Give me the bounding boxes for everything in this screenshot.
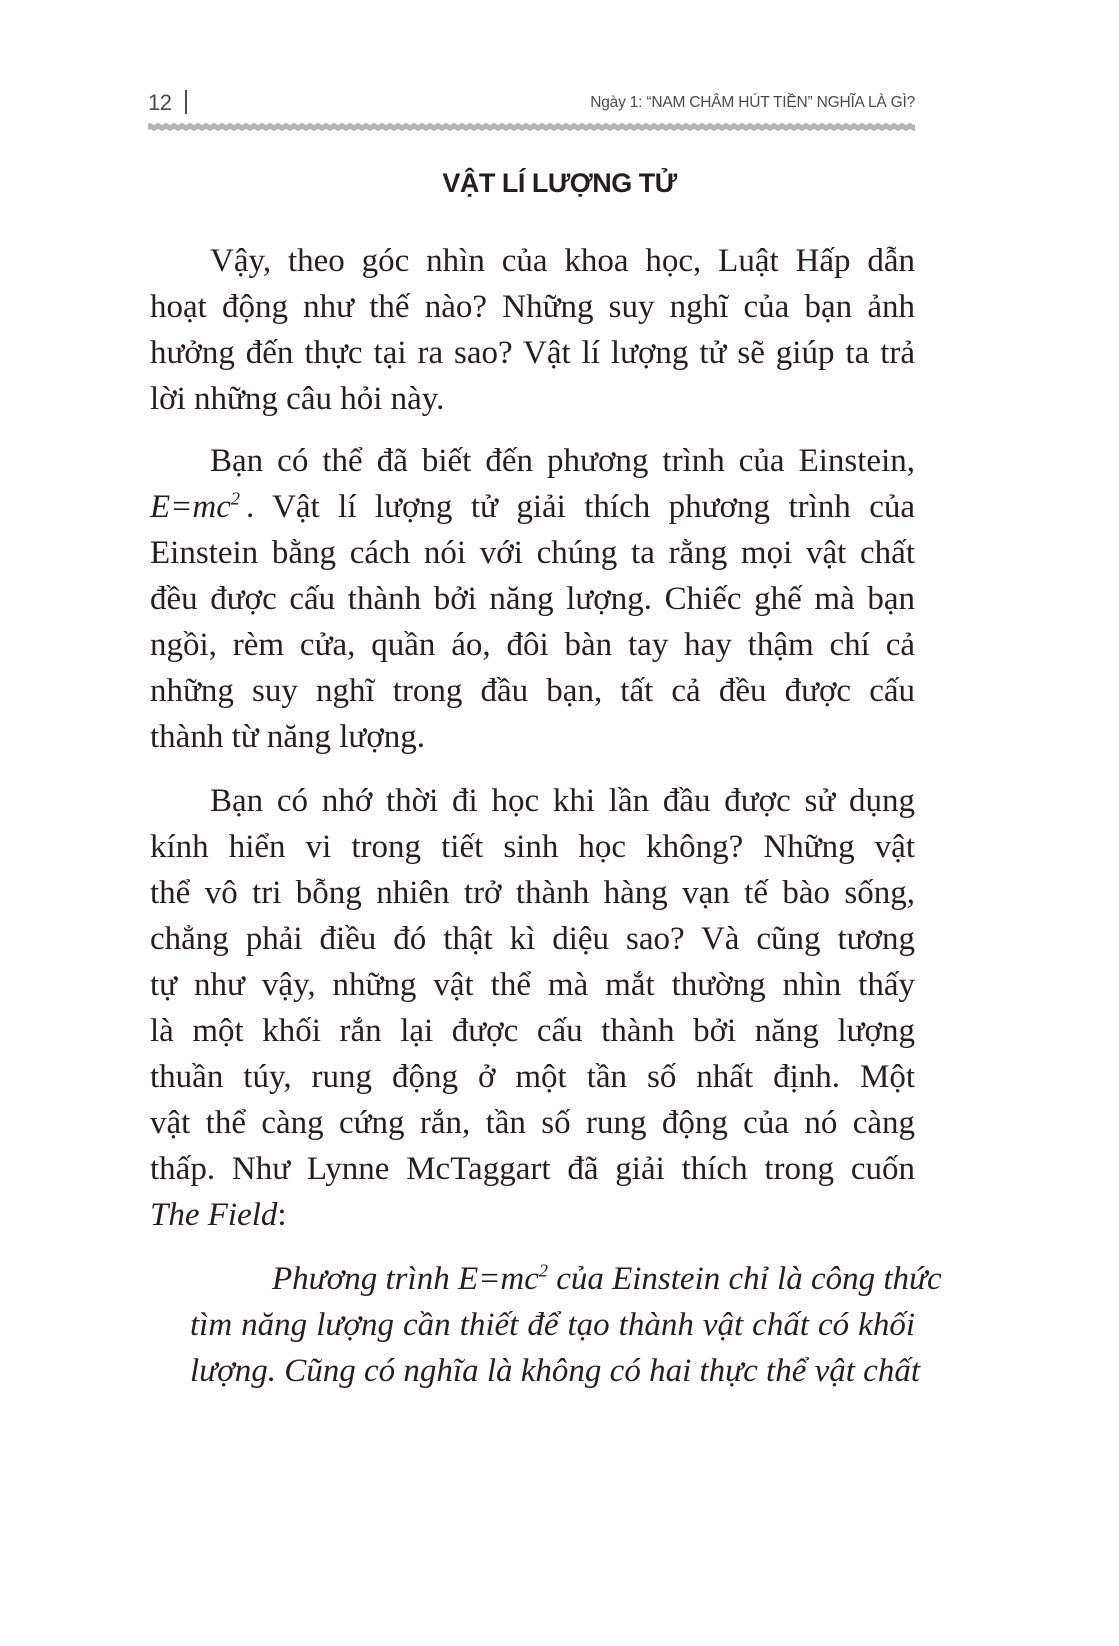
text-line: ngồi, rèm cửa, quần áo, đôi bàn tay hay thậm chí cả	[150, 627, 915, 663]
formula: $E=mc^2$	[150, 488, 240, 525]
text-line: Bạn có thể đã biết đến phương trình của Einstein,	[210, 443, 915, 479]
text-line: kính hiển vi trong tiết sinh học không? Những vật	[150, 829, 915, 865]
text-line: hoạt động như thế nào? Những suy nghĩ của bạn ảnh	[150, 289, 915, 325]
text-line: lời những câu hỏi này.	[150, 381, 445, 417]
text-line: là một khối rắn lại được cấu thành bởi năng lượng	[150, 1013, 915, 1049]
text-line: đều được cấu thành bởi năng lượng. Chiếc ghế mà bạn	[150, 581, 915, 617]
text-line: Einstein bằng cách nói với chúng ta rằng mọi vật chất	[150, 535, 915, 571]
text-line: những suy nghĩ trong đầu bạn, tất cả đều được cấu	[150, 673, 915, 709]
text-line: thể vô tri bỗng nhiên trở thành hàng vạn tế bào sống,	[150, 875, 915, 911]
text-line: thấp. Như Lynne McTaggart đã giải thích trong cuốn	[150, 1151, 915, 1187]
quote-line: tìm năng lượng cần thiết để tạo thành vật chất có khối	[190, 1307, 915, 1343]
page-header	[148, 88, 915, 118]
page-number: 12	[148, 90, 172, 115]
text-line-formula: $E=mc^2$ . Vật lí lượng tử giải thích phương trình của	[150, 484, 915, 530]
quote-line-formula: Phương trình $E=mc^2$ của Einstein chỉ là công thức	[272, 1260, 942, 1297]
text-line: Vậy, theo góc nhìn của khoa học, Luật Hấp dẫn	[210, 243, 915, 279]
book-title: The Field	[150, 1197, 278, 1233]
text-line: Bạn có nhớ thời đi học khi lần đầu được sử dụng	[210, 783, 915, 819]
header-divider	[185, 90, 187, 114]
formula: $E=mc^2$	[457, 1260, 548, 1297]
text-line: thuần túy, rung động ở một tần số nhất định. Một	[150, 1059, 915, 1095]
text-line: chẳng phải điều đó thật kì diệu sao? Và cũng tương	[150, 921, 915, 957]
running-head: Ngày 1: “NAM CHÂM HÚT TIỀN” NGHĨA LÀ GÌ?	[590, 94, 915, 111]
text-line-book-title: The Field:	[150, 1197, 287, 1233]
quote-line: lượng. Cũng có nghĩa là không có hai thực thể vật chất	[190, 1353, 920, 1389]
text-line: vật thể càng cứng rắn, tần số rung động của nó càng	[150, 1105, 915, 1141]
text-line: thành từ năng lượng.	[150, 719, 426, 755]
text-line: tự như vậy, những vật thể mà mắt thường nhìn thấy	[150, 967, 915, 1003]
section-title: VẬT LÍ LƯỢNG TỬ	[442, 168, 677, 198]
decorative-wave-rule	[148, 122, 915, 132]
text-line: hưởng đến thực tại ra sao? Vật lí lượng tử sẽ giúp ta trả	[150, 335, 915, 371]
